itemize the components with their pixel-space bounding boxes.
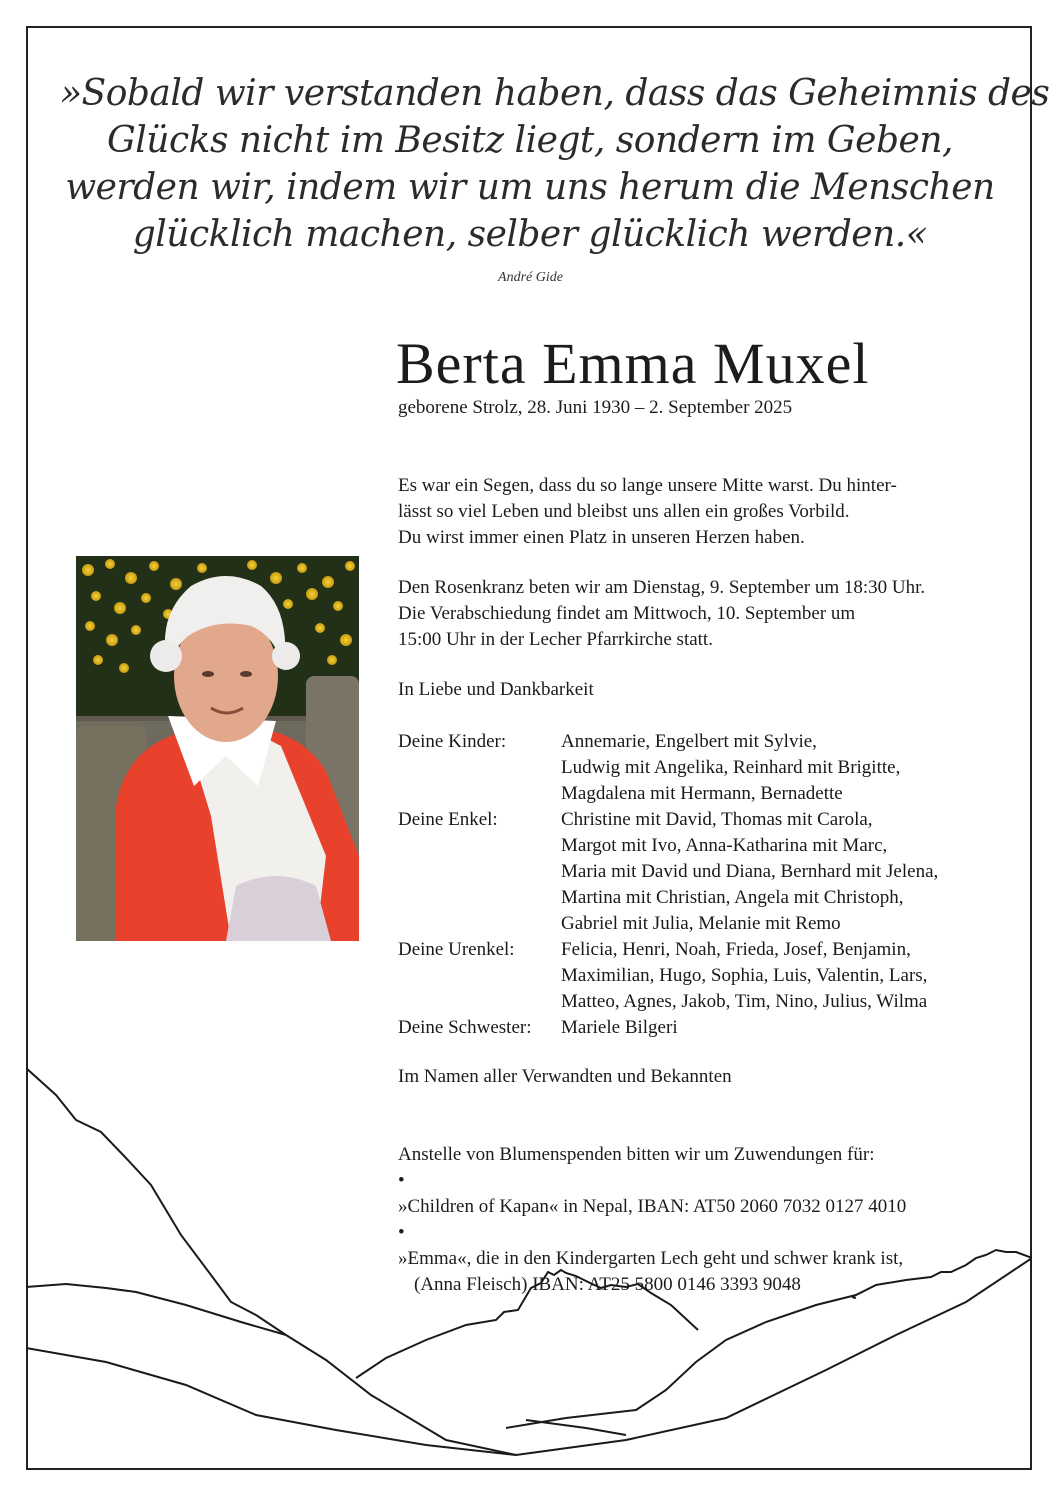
quote-line: werden wir, indem wir um uns herum die Menschen (65, 167, 995, 208)
relatives-note-text: Im Namen aller Verwandten und Bekannten (398, 1066, 732, 1087)
family-names-line: Annemarie, Engelbert mit Sylvie, (561, 731, 817, 752)
deceased-name: Berta Emma Muxel (396, 331, 870, 396)
donation-item-continuation: (Anna Fleisch) IBAN: AT25 5800 0146 3393 9048 (414, 1274, 801, 1295)
ceremony-paragraph (398, 575, 925, 653)
tribute-line: lässt so viel Leben und bleibst uns allen ein großes Vorbild. (398, 501, 850, 522)
bullet-icon: • (398, 1222, 405, 1243)
donation-item (398, 1168, 906, 1220)
deceased-dates: geborene Strolz, 28. Juni 1930 – 2. September 2025 (398, 397, 793, 418)
quote-line: Glücks nicht im Besitz liegt, sondern im Geben, (107, 120, 953, 161)
family-names-line: Ludwig mit Angelika, Reinhard mit Brigitte, (561, 757, 901, 778)
family-names-line: Christine mit David, Thomas mit Carola, (561, 809, 873, 830)
family-names-line: Maria mit David und Diana, Bernhard mit Jelena, (561, 861, 939, 882)
family-names-line: Matteo, Agnes, Jakob, Tim, Nino, Julius, Wilma (561, 991, 928, 1012)
donation-item (398, 1220, 906, 1272)
tribute-paragraph (398, 473, 897, 551)
family-names-line: Felicia, Henri, Noah, Frieda, Josef, Benjamin, (561, 939, 911, 960)
family-names-line: Martina mit Christian, Angela mit Christoph, (561, 887, 904, 908)
family-group-great-grandchildren (398, 937, 938, 1015)
relatives-note (398, 1064, 732, 1090)
closing-greeting (398, 677, 594, 703)
ceremony-line: Den Rosenkranz beten wir am Dienstag, 9. September um 18:30 Uhr. (398, 577, 926, 598)
quote-line: »Sobald wir verstanden haben, dass das Geheimnis des (60, 73, 1050, 114)
family-names-line: Mariele Bilgeri (561, 1017, 678, 1038)
donations-section (398, 1142, 906, 1298)
donation-item-text: »Children of Kapan« in Nepal, IBAN: AT50 2060 7032 0127 4010 (398, 1196, 907, 1217)
family-label: Deine Kinder: (398, 731, 507, 752)
ceremony-line: Die Verabschiedung findet am Mittwoch, 10. September um (398, 603, 856, 624)
donation-item-text: »Emma«, die in den Kindergarten Lech geht und schwer krank ist, (398, 1248, 904, 1269)
family-names-line: Maximilian, Hugo, Sophia, Luis, Valentin, Lars, (561, 965, 928, 986)
family-group-grandchildren (398, 807, 938, 937)
bullet-icon: • (398, 1170, 405, 1191)
portrait-photo (76, 556, 359, 941)
family-label: Deine Urenkel: (398, 939, 515, 960)
family-names (561, 1015, 678, 1041)
family-names (561, 729, 900, 807)
quote (60, 70, 1050, 258)
tribute-line: Du wirst immer einen Platz in unseren Herzen haben. (398, 527, 805, 548)
family-names (561, 937, 927, 1015)
family-names-line: Gabriel mit Julia, Melanie mit Remo (561, 913, 841, 934)
family-group-children (398, 729, 938, 807)
portrait-illustration (76, 556, 359, 941)
ceremony-line: 15:00 Uhr in der Lecher Pfarrkirche statt. (398, 629, 713, 650)
quote-line: glücklich machen, selber glücklich werden.« (132, 214, 928, 255)
closing-greeting-text: In Liebe und Dankbarkeit (398, 679, 594, 700)
family-group-sister (398, 1015, 938, 1041)
family-list (398, 729, 938, 1041)
family-label: Deine Enkel: (398, 809, 498, 830)
family-names-line: Margot mit Ivo, Anna-Katharina mit Marc, (561, 835, 888, 856)
tribute-line: Es war ein Segen, dass du so lange unsere Mitte warst. Du hinter- (398, 475, 897, 496)
donations-intro: Anstelle von Blumenspenden bitten wir um Zuwendungen für: (398, 1144, 875, 1165)
family-names-line: Magdalena mit Hermann, Bernadette (561, 783, 843, 804)
quote-author: André Gide (498, 270, 563, 285)
family-label: Deine Schwester: (398, 1017, 532, 1038)
family-names (561, 807, 938, 937)
